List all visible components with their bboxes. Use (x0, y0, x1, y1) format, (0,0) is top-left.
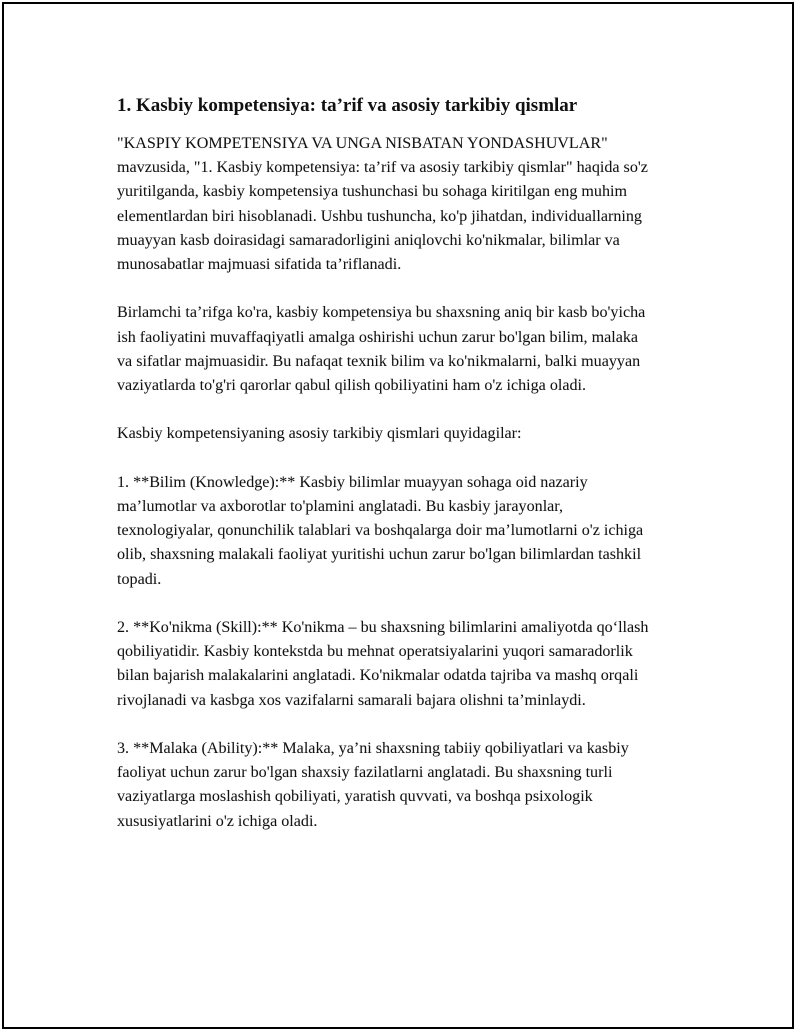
section-heading: 1. Kasbiy kompetensiya: ta’rif va asosiy tarkibiy qismlar (117, 95, 578, 116)
paragraph-definition: Birlamchi ta’rifga ko'ra, kasbiy kompetensiya bu shaxsning aniq bir kasb bo'yicha ish faoliyatini muvaffaqiyatli amalga oshirishi uchun zarur bo'lgan bilim, malaka va sifatlar majmuasidir. Bu nafaqat texnik bilim va ko'nikmalarni, balki muayyan vaziyatlarda to'g'ri qarorlar qabul qilish qobiliyatini ham o'z ichiga oladi. (117, 304, 646, 395)
paragraph-components-intro: Kasbiy kompetensiyaning asosiy tarkibiy qismlari quyidagilar: (117, 425, 522, 443)
document-body (117, 94, 657, 858)
paragraph-skill: 2. **Ko'nikma (Skill):** Ko'nikma – bu shaxsning bilimlarini amaliyotda qo‘llash qobiliyatidir. Kasbiy kontekstda bu mehnat operatsiyalarini yuqori samaradorlik bilan bajarish malakalarini anglatadi. Ko'nikmalar odatda tajriba va mashq orqali rivojlanadi va kasbga xos vazifalarni samarali bajara olishni ta’minlaydi. (117, 619, 649, 709)
paragraph-knowledge: 1. **Bilim (Knowledge):** Kasbiy bilimlar muayyan sohaga oid nazariy ma’lumotlar va axborotlar to'plamini anglatadi. Bu kasbiy jarayonlar, texnologiyalar, qonunchilik talablari va boshqalarga doir ma’lumotlarni o'z ichiga olib, shaxsning malakali faoliyat yuritishi uchun zarur bo'lgan bilimlardan tashkil topadi. (117, 473, 644, 588)
paragraph-intro: "KASPIY KOMPETENSIYA VA UNGA NISBATAN YONDASHUVLAR" mavzusida, "1. Kasbiy kompetensiya: ta’rif va asosiy tarkibiy qismlar" haqida so'z yuritilganda, kasbiy kompetensiya tushunchasi bu sohaga kiritilgan eng muhim elementlardan biri hisoblanadi. Ushbu tushuncha, ko'p jihatdan, individuallarning muayyan kasb doirasidagi samaradorligini aniqlovchi ko'nikmalar, bilimlar va munosabatlar majmuasi sifatida ta’riflanadi. (117, 135, 648, 274)
paragraph-ability: 3. **Malaka (Ability):** Malaka, ya’ni shaxsning tabiiy qobiliyatlari va kasbiy faoliyat uchun zarur bo'lgan shaxsiy fazilatlarni anglatadi. Bu shaxsning turli vaziyatlarga moslashish qobiliyati, yaratish quvvati, va boshqa psixologik xususiyatlarini o'z ichiga oladi. (117, 740, 629, 830)
